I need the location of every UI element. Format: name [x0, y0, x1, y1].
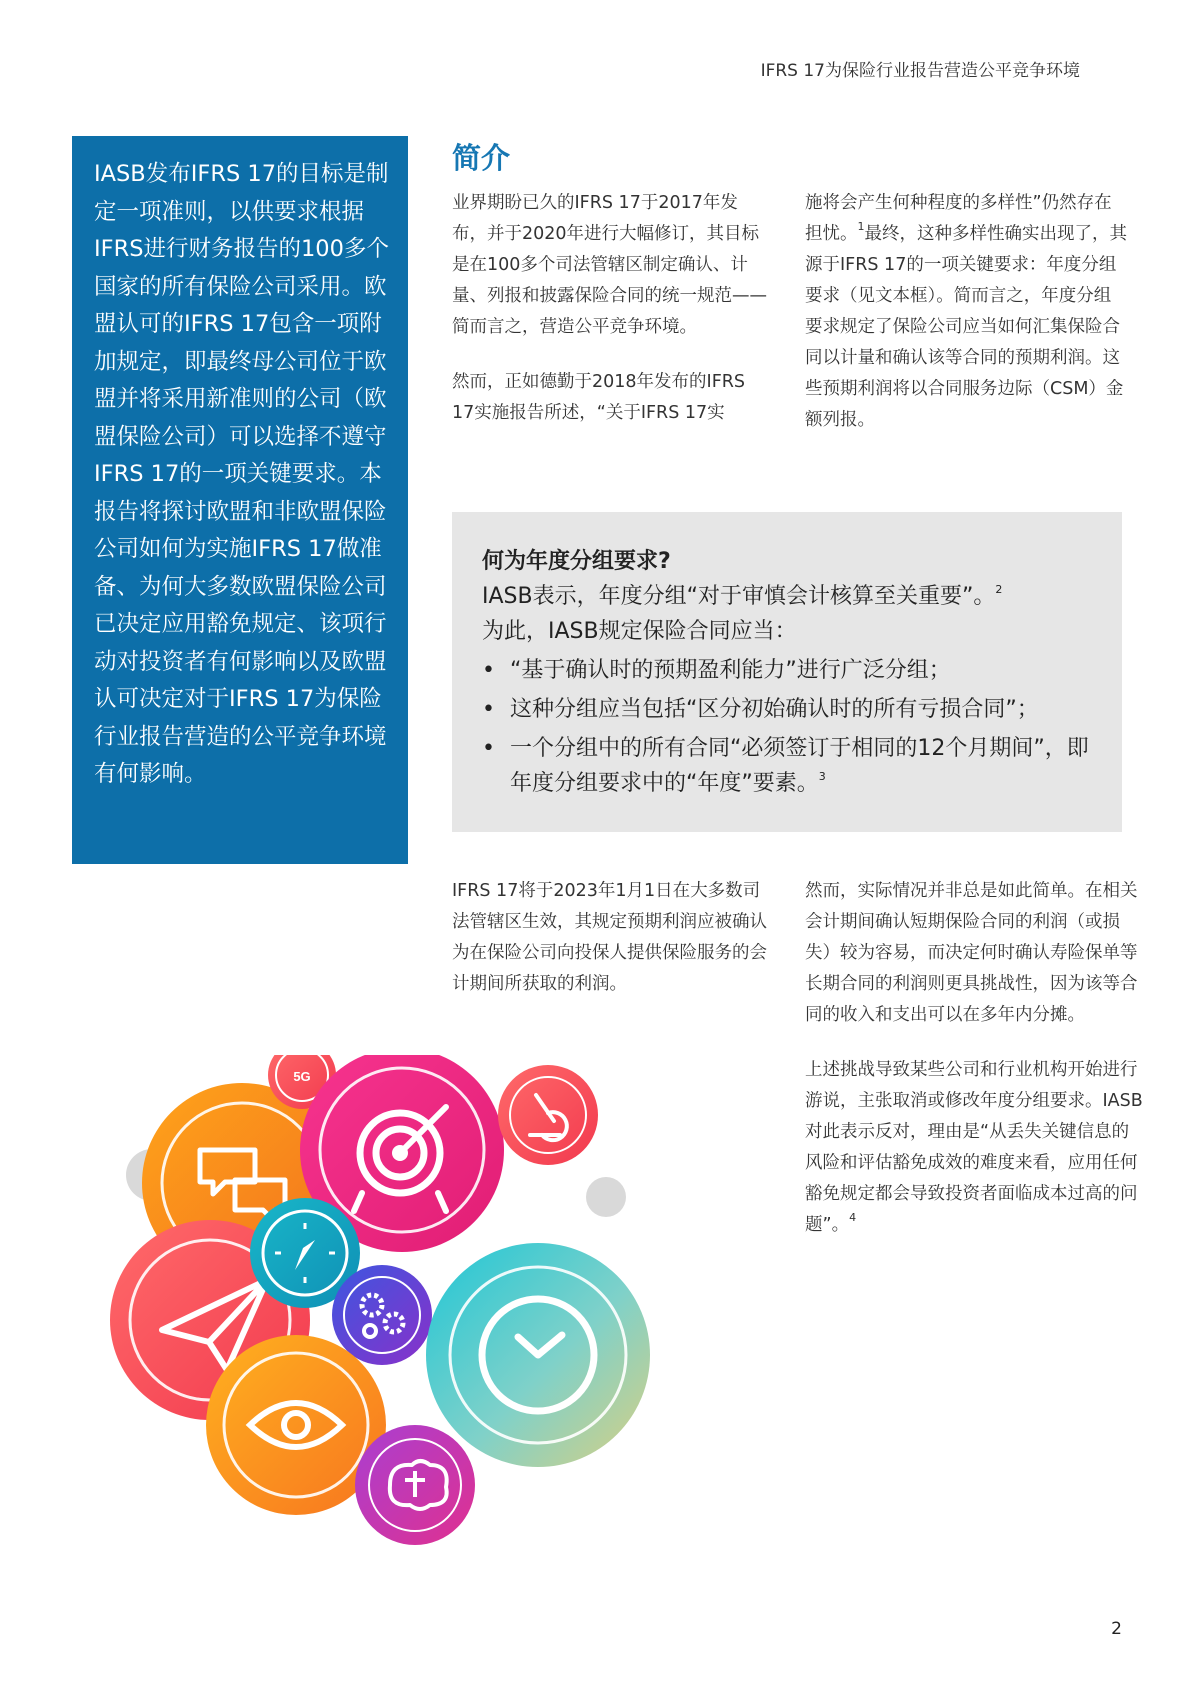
bullet-icon: •: [482, 736, 495, 761]
section-title: 简介: [452, 141, 511, 175]
svg-text:5G: 5G: [293, 1069, 311, 1084]
intro-column-2: [805, 188, 1127, 460]
paragraph: 施将会产生何种程度的多样性”仍然存在担忧。$^1$最终，这种多样性确实出现了，其源于IFRS 17的一项关键要求：年度分组要求（见文本框）。简而言之，年度分组要求规定了保险公司应当如何汇集保险合同以计量和确认该等合同的预期利润。这些预期利润将以合同服务边际（CSM）金额列报。: [805, 193, 1127, 430]
paragraph: 业界期盼已久的IFRS 17于2017年发布，并于2020年进行大幅修订，其目标是在100多个司法管辖区制定确认、计量、列报和披露保险合同的统一规范——简而言之，营造公平竞争环境。: [452, 193, 767, 337]
clock-icon: [426, 1243, 650, 1467]
box-list: [482, 653, 1094, 801]
brain-icon: [355, 1425, 475, 1545]
box-title: 何为年度分组要求?: [482, 549, 671, 574]
box-line: IASB表示，年度分组“对于审慎会计核算至关重要”。$^2$: [482, 582, 1003, 609]
summary-sidebar: [72, 136, 408, 864]
page-number: 2: [1111, 1619, 1122, 1639]
footnote-ref[interactable]: 1: [857, 220, 865, 234]
lower-column-1: [452, 876, 772, 1024]
footnote-ref[interactable]: 2: [995, 582, 1003, 596]
list-item: • 一个分组中的所有合同“必须签订于相同的12个月期间”，即年度分组要求中的“年度”要素。$^3$: [482, 731, 1094, 801]
footnote-ref[interactable]: 4: [849, 1211, 857, 1225]
gears-icon: [332, 1265, 432, 1365]
list-item: • 这种分组应当包括“区分初始确认时的所有亏损合同”；: [482, 692, 1094, 727]
box-line: 为此，IASB规定保险合同应当：: [482, 619, 797, 644]
icon-bubbles-illustration: [100, 1055, 720, 1575]
paragraph: 然而，实际情况并非总是如此简单。在相关会计期间确认短期保险合同的利润（或损失）较为容易，而决定何时确认寿险保单等长期合同的利润则更具挑战性，因为该等合同的收入和支出可以在多年内分摊。: [805, 881, 1138, 1025]
bullet-icon: •: [482, 697, 495, 722]
paragraph: IFRS 17将于2023年1月1日在大多数司法管辖区生效，其规定预期利润应被确认为在保险公司向投保人提供保险服务的会计期间所获取的利润。: [452, 881, 767, 994]
list-item: • “基于确认时的预期盈利能力”进行广泛分组；: [482, 653, 1094, 688]
gray-ball: [586, 1177, 626, 1217]
definition-box: [452, 512, 1122, 832]
bullet-icon: •: [482, 658, 495, 683]
footnote-ref[interactable]: 3: [818, 769, 826, 783]
paragraph: 上述挑战导致某些公司和行业机构开始进行游说，主张取消或修改年度分组要求。IASB对此表示反对，理由是“从丢失关键信息的风险和评估豁免成效的难度来看，应用任何豁免规定都会导致投资者面临成本过高的问题”。$^4$: [805, 1060, 1143, 1235]
microscope-icon: [498, 1065, 598, 1165]
intro-column-1: [452, 188, 772, 453]
lower-column-2: [805, 876, 1143, 1265]
paragraph: 然而，正如德勤于2018年发布的IFRS 17实施报告所述，“关于IFRS 17实: [452, 372, 746, 423]
summary-text: IASB发布IFRS 17的目标是制定一项准则，以供要求根据IFRS进行财务报告的100多个国家的所有保险公司采用。欧盟认可的IFRS 17包含一项附加规定，即最终母公司位于欧盟并将采用新准则的公司（欧盟保险公司）可以选择不遵守IFRS 17的一项关键要求。本报告将探讨欧盟和非欧盟保险公司如何为实施IFRS 17做准备、为何大多数欧盟保险公司已决定应用豁免规定、该项行动对投资者有何影响以及欧盟认可决定对于IFRS 17为保险行业报告营造的公平竞争环境有何影响。: [94, 161, 389, 787]
page-header: IFRS 17为保险行业报告营造公平竞争环境: [760, 61, 1080, 81]
